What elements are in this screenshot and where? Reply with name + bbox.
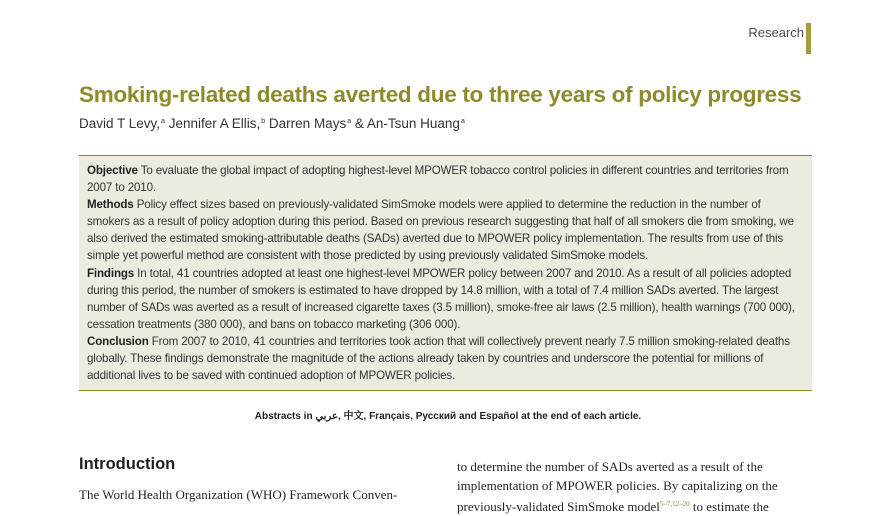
body-text-line: The World Health Organization (WHO) Framework Conven- [79,487,398,502]
objective-text: To evaluate the global impact of adopting highest-level MPOWER tobacco control policies in different countries and territories from 2007 to 2010. [87,164,789,195]
affiliation-mark: a [460,118,465,125]
translations-note: Abstracts in عربي, 中文, Français, Русский and Español at the end of each article. [254,411,642,422]
author-name: Jennifer A Ellis, [164,116,261,131]
conclusion-text: From 2007 to 2010, 41 countries and territories took action that will collectively prevent nearly 7.5 million smoking-related deaths globally. These findings demonstrate the magnitude of the actions already taken by countries and underscore the potential for millions of additional lives to be saved with continued adoption of MPOWER policies. [87,334,790,383]
abstract-objective [87,162,804,196]
affiliation-mark: b [261,118,266,125]
methods-text: Policy effect sizes based on previously-validated SimSmoke models were applied to determine the reduction in the number of smokers as a result of policy adoption during this period. Based on previous research suggesting that half of all smokers die from smoking, we also derived the estimated smoking-attributable deaths (SADs) averted due to MPOWER policy implementation. The results from use of this simple yet powerful method are consistent with those predicted by using previously validated SimSmoke models. [87,198,794,263]
body-text-fragment: previously-validated SimSmoke model [457,499,660,514]
abstract-findings [87,265,804,333]
author-name: David T Levy, [79,116,161,131]
introduction-heading: Introduction [79,455,176,473]
abstract-box [79,155,812,391]
author-name: & An-Tsun Huang [351,116,460,131]
affiliation-mark: a [347,118,352,125]
body-column-left [79,485,439,504]
body-text-line: to determine the number of SADs averted as a result of the [457,459,763,474]
section-accent-bar [806,23,811,54]
abstract-conclusion [87,333,804,384]
affiliation-mark: a [161,118,165,125]
section-label: Research [748,25,804,40]
conclusion-label: Conclusion [87,334,149,348]
methods-label: Methods [87,198,134,212]
findings-text: In total, 41 countries adopted at least one highest-level MPOWER policy between 2007 and 2010. As a result of all policies adopted during this period, the number of smokers is estimated to have dropped by 14.8 million, with a total of 7.4 million SADs averted. The largest number of SADs was averted as a result of increased cigarette taxes (3.5 million), smoke-free air laws (2.5 million), health warnings (700 000), cessation treatments (380 000), and bans on tobacco marketing (306 000). [87,266,795,331]
body-text-fragment: to estimate the [689,499,769,514]
objective-label: Objective [87,164,138,177]
body-text-line [457,495,813,516]
abstract-methods [87,196,804,264]
findings-label: Findings [87,266,135,280]
article-title: Smoking-related deaths averted due to three years of policy progress [79,82,802,107]
body-column-right [457,457,813,516]
reference-citation[interactable]: 5–7,12–20 [659,500,690,508]
body-text-line: implementation of MPOWER policies. By capitalizing on the [457,478,778,493]
author-name: Darren Mays [265,116,347,131]
author-list [79,116,819,131]
